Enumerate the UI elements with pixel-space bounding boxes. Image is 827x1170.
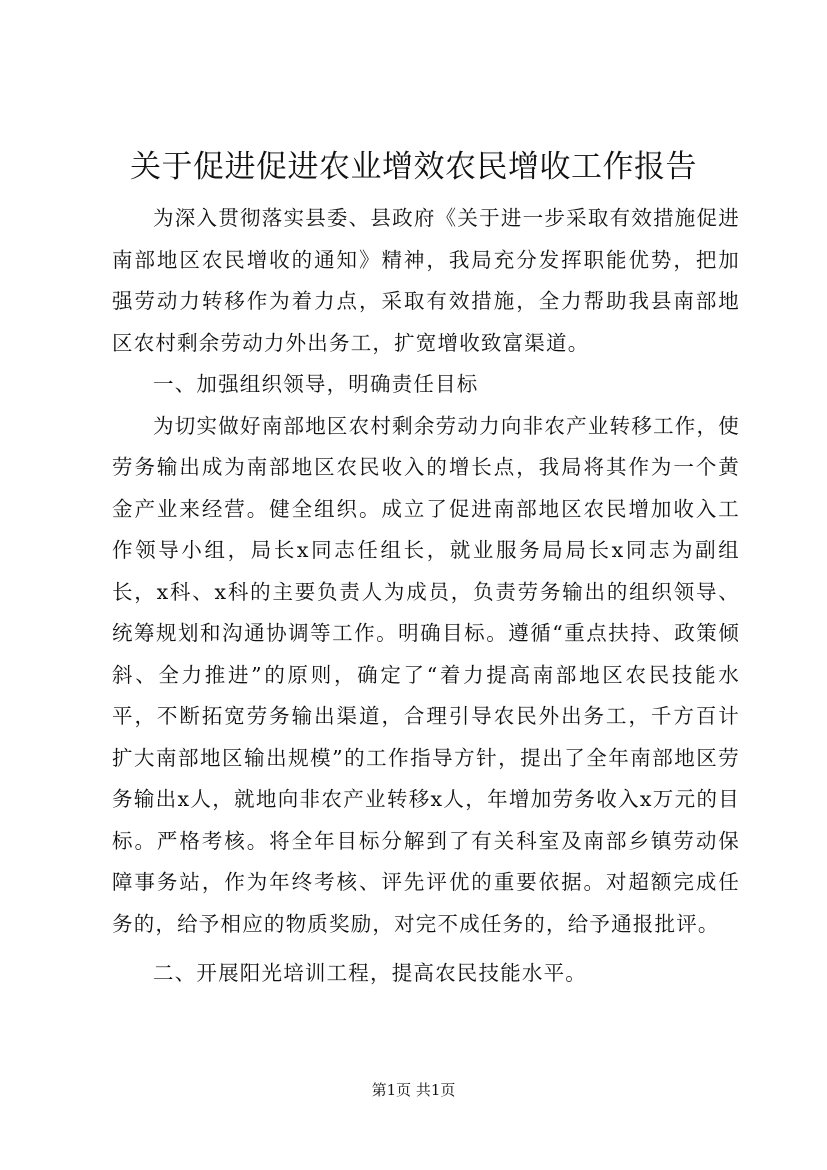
document-body	[112, 198, 740, 995]
section-heading-2: 二、开展阳光培训工程，提高农民技能水平。	[153, 961, 587, 985]
intro-paragraph: 为深入贯彻落实县委、县政府《关于进一步采取有效措施促进南部地区农民增收的通知》精神，我局充分发挥职能优势，把加强劳动力转移作为着力点，采取有效措施，全力帮助我县南部地区农村剩余劳动力外出务工，扩宽增收致富渠道。	[112, 206, 740, 355]
document-title: 关于促进促进农业增效农民增收工作报告	[130, 149, 697, 185]
section-1-paragraph: 为切实做好南部地区农村剩余劳动力向非农产业转移工作，使劳务输出成为南部地区农民收入的增长点，我局将其作为一个黄金产业来经营。健全组织。成立了促进南部地区农民增加收入工作领导小组，局长x同志任组长，就业服务局局长x同志为副组长，x科、x科的主要负责人为成员，负责劳务输出的组织领导、统筹规划和沟通协调等工作。明确目标。遵循“重点扶持、政策倾斜、全力推进”的原则，确定了“着力提高南部地区农民技能水平，不断拓宽劳务输出渠道，合理引导农民外出务工，千方百计扩大南部地区输出规模”的工作指导方针，提出了全年南部地区劳务输出x人，就地向非农产业转移x人，年增加劳务收入x万元的目标。严格考核。将全年目标分解到了有关科室及南部乡镇劳动保障事务站，作为年终考核、评先评优的重要依据。对超额完成任务的，给予相应的物质奖励，对完不成任务的，给予通报批评。	[112, 413, 740, 936]
page-footer: 第1页 共1页	[371, 1081, 456, 1099]
section-heading-1: 一、加强组织领导，明确责任目标	[153, 372, 479, 396]
